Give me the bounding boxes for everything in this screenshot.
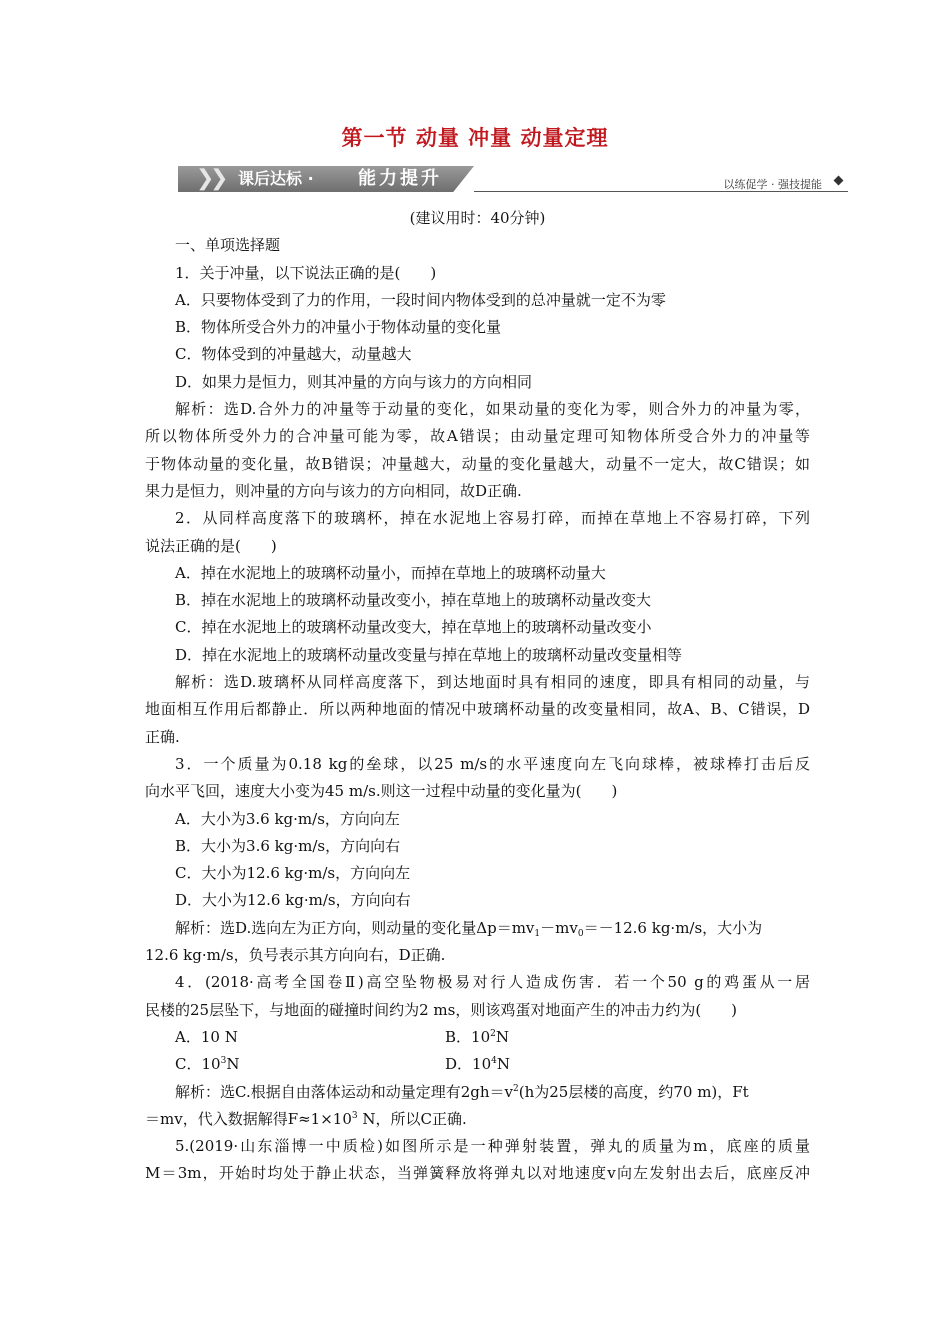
banner-emphasis: 能力提升 [358,168,442,189]
document-body [145,205,810,1188]
q1-answer-line: 所以物体所受外力的合冲量可能为零，故A错误；由动量定理可知物体所受合外力的冲量等 [145,427,810,446]
diamond-icon [834,176,844,186]
q1-option-d: D．如果力是恒力，则其冲量的方向与该力的方向相同 [175,372,533,391]
q2-option-b: B．掉在水泥地上的玻璃杯动量改变小，掉在草地上的玻璃杯动量改变大 [175,591,652,610]
q2-answer-line: 解析：选D.玻璃杯从同样高度落下，到达地面时具有相同的速度，即具有相同的动量，与 [175,673,810,692]
q3-stem: 向水平飞回，速度大小变为45 m/s.则这一过程中动量的变化量为( ) [145,782,618,801]
q2-option-c: C．掉在水泥地上的玻璃杯动量改变大，掉在草地上的玻璃杯动量改变小 [175,618,652,637]
q3-option-d: D．大小为12.6 kg·m/s，方向向右 [175,891,411,910]
q2-answer-line: 正确. [145,727,180,746]
q3-answer-line: 12.6 kg·m/s，负号表示其方向向右，D正确. [145,946,446,965]
q3-option-c: C．大小为12.6 kg·m/s，方向向左 [175,864,411,883]
q4-option-c: C．$10^3N$ [175,1055,240,1074]
q4-stem: 民楼的25层坠下，与地面的碰撞时间约为2 ms，则该鸡蛋对地面产生的冲击力约为( ) [145,1000,738,1019]
q4-answer-line: 解析：选C.根据自由落体运动和动量定理有$2gh=v^2(h$为25层楼的高度，约70 m)，Ft [175,1082,749,1101]
q4-option-d: D．$10^4N$ [445,1055,510,1074]
q1-stem: 1．关于冲量，以下说法正确的是( ) [175,263,437,282]
chevron-right-icon: ❯ [196,166,215,191]
q5-stem: 5.(2019·山东淄博一中质检)如图所示是一种弹射装置，弹丸的质量为m，底座的质量 [175,1137,810,1156]
q3-option-b: B．大小为3.6 kg·m/s，方向向右 [175,836,401,855]
q2-option-d: D．掉在水泥地上的玻璃杯动量改变量与掉在草地上的玻璃杯动量改变量相等 [175,645,683,664]
q3-option-a: A．大小为3.6 kg·m/s，方向向左 [175,809,400,828]
banner-label: 课后达标 · [238,169,314,188]
section-heading: 一、单项选择题 [175,236,281,255]
banner-tagline: 以练促学 · 强技提能 [723,178,822,191]
section-banner [178,158,848,196]
q2-stem: 2．从同样高度落下的玻璃杯，掉在水泥地上容易打碎，而掉在草地上不容易打碎，下列 [175,509,810,528]
q4-options-row [145,1051,810,1078]
q1-option-a: A．只要物体受到了力的作用，一段时间内物体受到的总冲量就一定不为零 [175,290,666,309]
q1-answer-line: 果力是恒力，则冲量的方向与该力的方向相同，故D正确. [145,481,522,500]
q2-answer-line: 地面相互作用后都静止．所以两种地面的情况中玻璃杯动量的改变量相同，故A、B、C错误，D [145,700,810,719]
q4-stem: 4．(2018·高考全国卷Ⅱ)高空坠物极易对行人造成伤害．若一个50 g的鸡蛋从一居 [175,973,810,992]
time-note: (建议用时：40分钟) [409,209,546,227]
q4-option-b: B．$10^2N$ [445,1027,509,1046]
q2-stem: 说法正确的是( ) [145,536,277,555]
q4-option-a: A．10 N [175,1027,238,1046]
q2-option-a: A．掉在水泥地上的玻璃杯动量小，而掉在草地上的玻璃杯动量大 [175,563,606,582]
q3-answer-line: 解析：选D.选向左为正方向，则动量的变化量$\Delta p=mv_1-mv_0=-12.6$ kg·m/s，大小为 [175,918,763,939]
q1-option-c: C．物体受到的冲量越大，动量越大 [175,345,412,364]
q4-answer-line: ＝mv，代入数据解得$F\approx 1\times 10^3$ N，所以C正确. [145,1109,467,1128]
chevron-right-icon: ❯ [210,166,229,191]
page-title: 第一节 动量 冲量 动量定理 [341,126,609,150]
q5-stem: M＝3m，开始时均处于静止状态，当弹簧释放将弹丸以对地速度v向左发射出去后，底座反冲 [145,1164,810,1183]
q3-stem: 3．一个质量为0.18 kg的垒球，以25 m/s的水平速度向左飞向球棒，被球棒打击后反 [175,754,810,773]
q4-options-row [145,1024,810,1051]
q1-answer-line: 解析：选D.合外力的冲量等于动量的变化，如果动量的变化为零，则合外力的冲量为零， [175,400,810,419]
q1-option-b: B．物体所受合外力的冲量小于物体动量的变化量 [175,318,502,337]
q1-answer-line: 于物体动量的变化量，故B错误；冲量越大，动量的变化量越大，动量不一定大，故C错误；如 [145,454,810,473]
